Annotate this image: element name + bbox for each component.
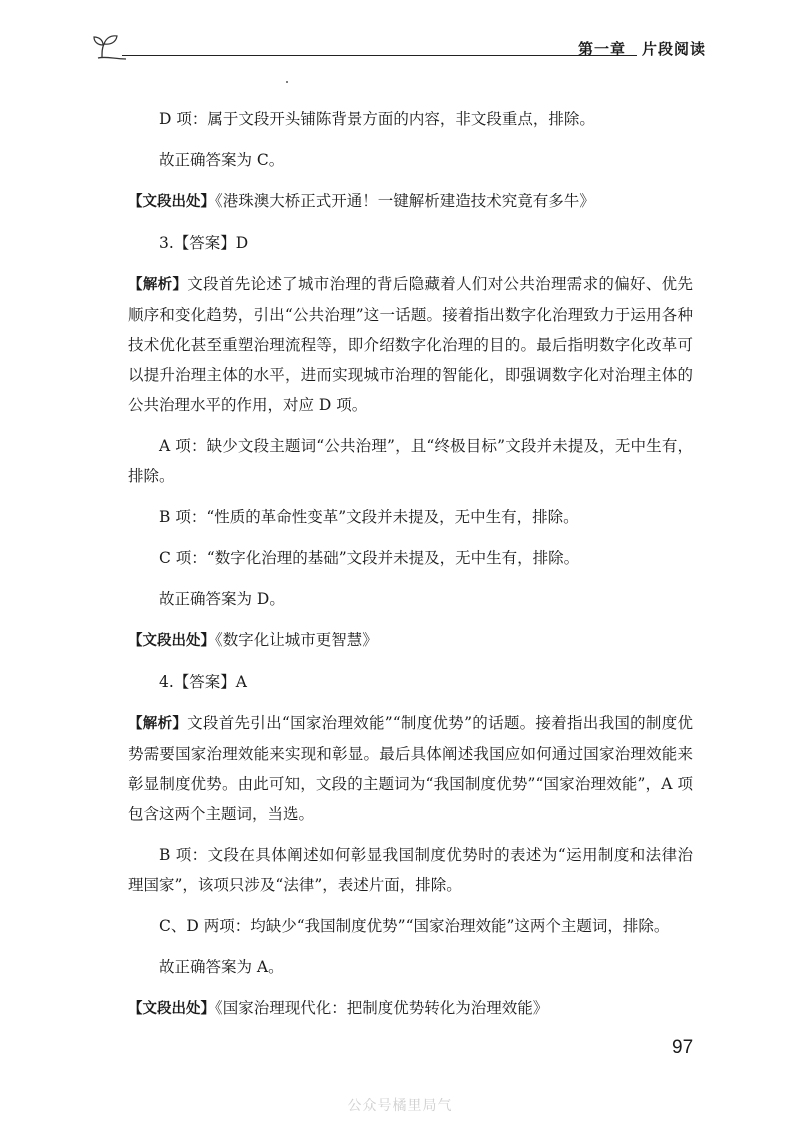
paragraph: B 项：“性质的革命性变革”文段并未提及，无中生有，排除。 (159, 508, 579, 526)
paragraph: C 项：“数字化治理的基础”文段并未提及，无中生有，排除。 (159, 549, 580, 567)
chapter-title (578, 38, 706, 59)
analysis-paragraph: 【解析】文段首先引出“国家治理效能”“制度优势”的话题。接着指出我国的制度优势需要国家治理效能来实现和彰显。最后具体阐述我国应如何通过国家治理效能来彰显制度优势。由此可知，文段的主题词为“我国制度优势”“国家治理效能”，A 项包含这两个主题词，当选。 (128, 714, 694, 823)
paragraph: 故正确答案为 C。 (159, 151, 285, 169)
watermark: 公众号橘里局气 (347, 1098, 453, 1114)
source-tag: 【文段出处】 (128, 1001, 215, 1017)
page-content (128, 104, 693, 1035)
header-rule (122, 55, 637, 56)
source-line: 【文段出处】《国家治理现代化：把制度优势转化为治理效能》 (128, 999, 549, 1017)
analysis-tag: 【解析】 (128, 277, 188, 293)
paragraph: D 项：属于文段开头铺陈背景方面的内容，非文段重点，排除。 (159, 110, 595, 128)
paragraph: 故正确答案为 A。 (159, 958, 284, 976)
paragraph: C、D 两项：均缺少“我国制度优势”“国家治理效能”这两个主题词，排除。 (159, 917, 670, 935)
page-number: 97 (672, 1037, 694, 1058)
sprout-icon (92, 32, 126, 62)
source-line: 【文段出处】《数字化让城市更智慧》 (128, 631, 378, 649)
source-line: 【文段出处】《港珠澳大桥正式开通！一键解析建造技术究竟有多牛》 (128, 192, 595, 210)
analysis-paragraph: 【解析】文段首先论述了城市治理的背后隐藏着人们对公共治理需求的偏好、优先顺序和变化趋势，引出“公共治理”这一话题。接着指出数字化治理致力于运用各种技术优化甚至重塑治理流程等，即介绍数字化治理的目的。最后指明数字化改革可以提升治理主体的水平，进而实现城市治理的智能化，即强调数字化对治理主体的公共治理水平的作用，对应 D 项。 (128, 275, 693, 414)
chapter-label: 第一章 (577, 40, 626, 58)
scan-speck (286, 81, 288, 83)
answer-line: 4.【答案】A (159, 673, 247, 691)
section-label: 片段阅读 (641, 40, 706, 58)
analysis-tag: 【解析】 (128, 716, 188, 732)
paragraph: A 项：缺少文段主题词“公共治理”，且“终极目标”文段并未提及，无中生有，排除。 (128, 437, 693, 485)
source-tag: 【文段出处】 (128, 633, 215, 649)
source-tag: 【文段出处】 (128, 194, 215, 210)
paragraph: B 项：文段在具体阐述如何彰显我国制度优势时的表述为“运用制度和法律治理国家”，该项只涉及“法律”，表述片面，排除。 (128, 846, 693, 894)
answer-line: 3.【答案】D (159, 234, 249, 252)
page-header (92, 28, 712, 68)
paragraph: 故正确答案为 D。 (159, 590, 285, 608)
